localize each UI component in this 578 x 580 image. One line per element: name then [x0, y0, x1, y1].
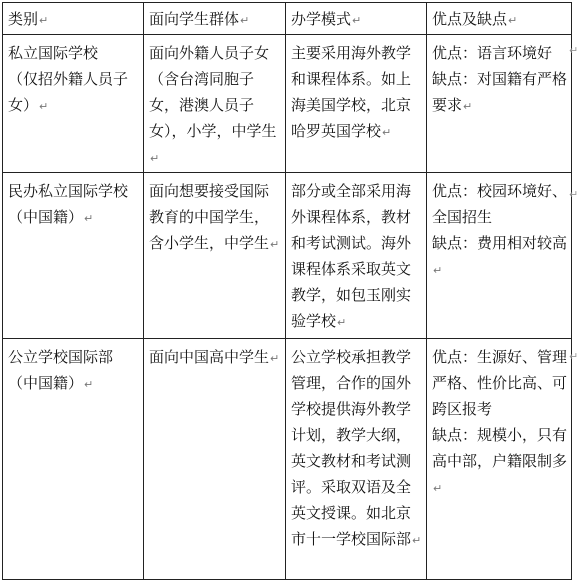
- mode-text: 部分或全部采用海外课程体系，教材和考试测试。海外课程体系采取英文教学，如包玉刚实验学校: [291, 182, 412, 330]
- students-cell: [144, 339, 286, 580]
- table-row: [3, 35, 572, 173]
- students-text: 面向中国高中学生: [149, 348, 270, 366]
- paragraph-mark: ↵: [84, 378, 94, 391]
- header-label: 优点及缺点: [432, 10, 508, 28]
- mode-text: 公立学校承担教学管理，合作的国外学校提供海外教学计划，教学大纲，英文教材和考试测评。采取双语及全英文授课。如北京市十一学校国际部: [291, 348, 412, 548]
- students-cell: [144, 35, 286, 173]
- paragraph-mark: ↵: [337, 316, 347, 329]
- paragraph-mark: ↵: [382, 126, 392, 139]
- table-header-row: [3, 3, 572, 35]
- category-name: 民办私立国际学校: [8, 182, 129, 200]
- header-label: 办学模式: [291, 10, 352, 28]
- school-comparison-table: [2, 2, 572, 580]
- mode-cell: [286, 339, 427, 580]
- row-end-mark: ↵: [569, 44, 578, 57]
- paragraph-mark: ↵: [352, 14, 362, 27]
- category-note: （中国籍）: [8, 374, 84, 392]
- cons-text: 缺点：对国籍有严格要求: [432, 70, 568, 114]
- header-label: 面向学生群体: [149, 10, 240, 28]
- paragraph-mark: ↵: [270, 352, 280, 365]
- pros-cons-cell: [427, 339, 572, 580]
- paragraph-mark: ↵: [463, 100, 473, 113]
- category-note: （中国籍）: [8, 208, 84, 226]
- header-cell-mode: [286, 3, 427, 35]
- paragraph-mark: ↵: [39, 100, 49, 113]
- paragraph-mark: ↵: [433, 482, 443, 495]
- row-end-mark: ↵: [569, 188, 578, 201]
- pros-cons-cell: [427, 173, 572, 339]
- paragraph-mark: ↵: [433, 264, 443, 277]
- paragraph-mark: ↵: [412, 534, 422, 547]
- paragraph-mark: ↵: [84, 212, 94, 225]
- category-name: 公立学校国际部: [8, 348, 114, 366]
- row-end-mark: ↵: [569, 350, 578, 363]
- pros-text: 优点：生源好、管理严格、性价比高、可跨区报考: [432, 348, 568, 418]
- paragraph-mark: ↵: [39, 14, 49, 27]
- paragraph-mark: ↵: [240, 14, 250, 27]
- category-cell: [3, 173, 144, 339]
- paragraph-mark: ↵: [270, 238, 280, 251]
- table-row: [3, 173, 572, 339]
- header-cell-pros-cons: [427, 3, 572, 35]
- pros-text: 优点：校园环境好、全国招生: [432, 182, 568, 226]
- category-note: （仅招外籍人员子女）: [8, 70, 129, 114]
- table-row: [3, 339, 572, 580]
- paragraph-mark: ↵: [508, 14, 518, 27]
- students-text: 面向想要接受国际教育的中国学生，含小学生，中学生: [149, 182, 270, 252]
- cons-text: 缺点：规模小，只有高中部，户籍限制多: [432, 426, 568, 470]
- mode-cell: [286, 173, 427, 339]
- pros-text: 优点：语言环境好: [432, 44, 553, 62]
- cons-text: 缺点：费用相对较高: [432, 234, 568, 252]
- header-cell-students: [144, 3, 286, 35]
- category-cell: [3, 339, 144, 580]
- students-text: 面向外籍人员子女（含台湾同胞子女，港澳人员子女），小学，中学生: [149, 44, 277, 140]
- students-cell: [144, 173, 286, 339]
- category-name: 私立国际学校: [8, 44, 99, 62]
- pros-cons-cell: [427, 35, 572, 173]
- paragraph-mark: ↵: [150, 152, 160, 165]
- mode-text: 主要采用海外教学和课程体系。如上海美国学校，北京哈罗英国学校: [291, 44, 412, 140]
- category-cell: [3, 35, 144, 173]
- mode-cell: [286, 35, 427, 173]
- header-label: 类别: [8, 10, 39, 28]
- header-cell-category: [3, 3, 144, 35]
